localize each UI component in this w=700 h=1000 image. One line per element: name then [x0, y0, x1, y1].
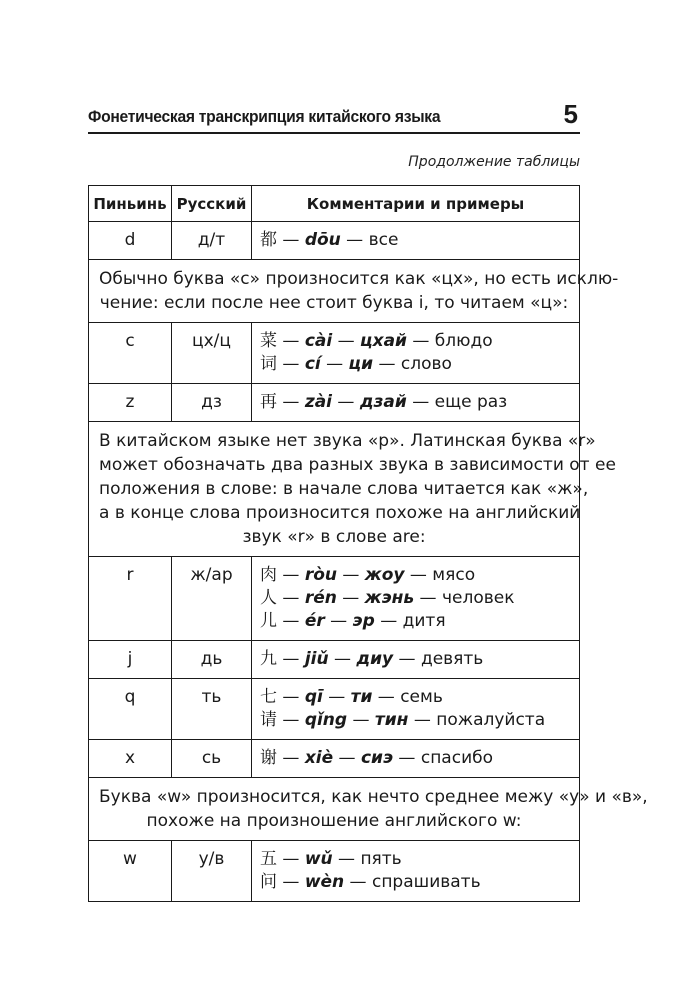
translation: слово	[400, 354, 452, 374]
note-line: может обозначать два разных звука в зависимости от ее	[99, 455, 616, 475]
column-header-comments: Комментарии и примеры	[252, 186, 580, 222]
pinyin-example: qī	[304, 687, 323, 707]
note-line: положения в слове: в начале слова читается как «ж»,	[99, 479, 589, 499]
translation: пожалуйста	[436, 710, 546, 730]
pinyin-cell: d	[89, 222, 172, 260]
table-row	[89, 323, 580, 384]
column-header-russian: Русский	[172, 186, 252, 222]
russian-transcription: цхай	[360, 331, 407, 351]
translation: семь	[400, 687, 443, 707]
note-line: Буква «w» произносится, как нечто среднее межу «у» и «в»,	[99, 787, 648, 807]
pinyin-example: rén	[304, 588, 337, 608]
pinyin-example: jiǔ	[304, 649, 329, 669]
russian-cell: дз	[172, 384, 252, 422]
note-line: звук «r» в слове are:	[242, 527, 426, 547]
note-line: а в конце слова произносится похоже на английский	[99, 503, 581, 523]
table-row	[89, 778, 580, 841]
table-row	[89, 740, 580, 778]
hanzi: 儿	[260, 611, 277, 631]
continuation-label: Продолжение таблицы	[408, 154, 580, 170]
example-line: 人 — rén — жэнь — человек	[260, 588, 515, 608]
transcription-table	[88, 185, 648, 902]
example-line: 谢 — xiè — сиэ — спасибо	[260, 748, 494, 768]
pinyin-cell: z	[89, 384, 172, 422]
pinyin-example: ér	[304, 611, 325, 631]
russian-transcription: сиэ	[360, 748, 394, 768]
translation: дитя	[402, 611, 446, 631]
table-row	[89, 641, 580, 679]
page-number: 5	[563, 99, 578, 129]
russian-cell: сь	[172, 740, 252, 778]
hanzi: 再	[260, 392, 277, 412]
pinyin-cell: j	[89, 641, 172, 679]
page-header	[88, 96, 580, 134]
translation: пять	[360, 849, 402, 869]
pinyin-example: ròu	[304, 565, 337, 585]
column-header-pinyin: Пиньинь	[89, 186, 172, 222]
pinyin-cell: x	[89, 740, 172, 778]
example-line: 请 — qǐng — тин — пожалуйста	[260, 710, 546, 730]
table-row	[89, 384, 580, 422]
hanzi: 谢	[260, 748, 277, 768]
pinyin-example: wèn	[304, 872, 345, 892]
examples-cell	[252, 323, 580, 384]
translation: девять	[420, 649, 484, 669]
translation: еще раз	[434, 392, 508, 412]
example-line: 菜 — cài — цхай — блюдо	[260, 331, 493, 351]
hanzi: 七	[260, 687, 277, 707]
russian-cell: цх/ц	[172, 323, 252, 384]
russian-transcription: жэнь	[364, 588, 415, 608]
example-line: 儿 — ér — эр — дитя	[260, 611, 446, 631]
pinyin-cell: q	[89, 679, 172, 740]
examples-cell	[252, 841, 580, 902]
example-line: 肉 — ròu — жоу — мясо	[260, 565, 476, 585]
translation: человек	[441, 588, 515, 608]
note-cell	[89, 422, 616, 557]
table-row	[89, 557, 580, 641]
translation: блюдо	[434, 331, 493, 351]
russian-cell: д/т	[172, 222, 252, 260]
pinyin-example: wǔ	[304, 849, 333, 869]
hanzi: 都	[260, 230, 277, 250]
hanzi: 词	[260, 354, 277, 374]
russian-transcription: эр	[352, 611, 375, 631]
russian-cell: ж/ар	[172, 557, 252, 641]
hanzi: 九	[260, 649, 277, 669]
examples-cell	[252, 740, 580, 778]
table-row	[89, 222, 580, 260]
examples-cell	[252, 679, 580, 740]
example-line: 词 — cí — ци — слово	[260, 354, 452, 374]
hanzi: 肉	[260, 565, 277, 585]
table-row	[89, 679, 580, 740]
russian-transcription: ци	[348, 354, 374, 374]
russian-transcription: ти	[350, 687, 373, 707]
russian-transcription: дзай	[359, 392, 407, 412]
example-line: 七 — qī — ти — семь	[260, 687, 443, 707]
note-line: похоже на произношение английского w:	[146, 811, 522, 831]
hanzi: 问	[260, 872, 277, 892]
example-line: 再 — zài — дзай — еще раз	[260, 392, 508, 412]
table-header-row	[89, 186, 580, 222]
examples-cell	[252, 557, 580, 641]
example-line: 都 — dōu — все	[260, 230, 399, 250]
page-title: Фонетическая транскрипция китайского языка	[88, 107, 441, 126]
note-line: В китайском языке нет звука «р». Латинская буква «r»	[99, 431, 596, 451]
pinyin-cell: r	[89, 557, 172, 641]
russian-cell: у/в	[172, 841, 252, 902]
translation: спрашивать	[371, 872, 481, 892]
hanzi: 五	[260, 849, 277, 869]
pinyin-example: qǐng	[304, 710, 348, 730]
hanzi: 菜	[260, 331, 277, 351]
pinyin-example: cài	[304, 331, 333, 351]
pinyin-example: xiè	[304, 748, 334, 768]
note-cell	[89, 260, 619, 323]
pinyin-example: dōu	[304, 230, 341, 250]
note-line: чение: если после нее стоит буква i, то читаем «ц»:	[99, 293, 569, 313]
examples-cell	[252, 384, 580, 422]
russian-transcription: тин	[374, 710, 409, 730]
hanzi: 人	[260, 588, 277, 608]
pinyin-cell: w	[89, 841, 172, 902]
table-row	[89, 841, 580, 902]
russian-cell: дь	[172, 641, 252, 679]
translation: мясо	[432, 565, 476, 585]
examples-cell	[252, 222, 580, 260]
russian-cell: ть	[172, 679, 252, 740]
pinyin-example: cí	[304, 354, 321, 374]
pinyin-example: zài	[304, 392, 333, 412]
pinyin-cell: c	[89, 323, 172, 384]
hanzi: 请	[260, 710, 277, 730]
russian-transcription: диу	[356, 649, 394, 669]
examples-cell	[252, 641, 580, 679]
russian-transcription: жоу	[364, 565, 405, 585]
translation: спасибо	[420, 748, 494, 768]
example-line: 九 — jiǔ — диу — девять	[260, 649, 484, 669]
example-line: 问 — wèn — спрашивать	[260, 872, 481, 892]
note-line: Обычно буква «с» произносится как «цх», но есть исклю-	[99, 269, 619, 289]
table-row	[89, 422, 580, 557]
example-line: 五 — wǔ — пять	[260, 849, 402, 869]
note-cell	[89, 778, 648, 841]
translation: все	[368, 230, 399, 250]
table-row	[89, 260, 580, 323]
